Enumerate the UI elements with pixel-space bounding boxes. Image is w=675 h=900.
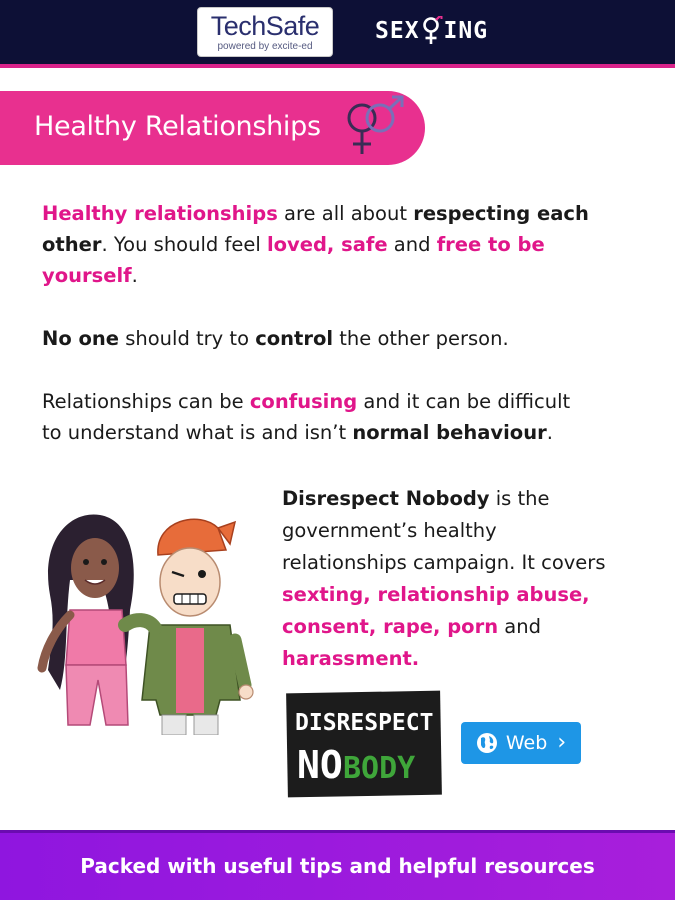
text-run: and bbox=[498, 615, 541, 638]
text-run: . You should feel bbox=[101, 233, 267, 256]
text-run: . bbox=[131, 264, 138, 287]
text-run: and it can be difficult to understand what is and isn’t bbox=[42, 390, 571, 444]
logo-main-text: TechSafe bbox=[210, 11, 320, 41]
chevron-right-icon: › bbox=[557, 730, 567, 755]
text-highlight: confusing bbox=[249, 390, 358, 413]
text-run: the other person. bbox=[333, 327, 509, 350]
text-highlight: loved, safe bbox=[266, 233, 388, 256]
female-symbol-icon bbox=[421, 16, 443, 46]
text-bold: normal behaviour bbox=[352, 421, 547, 444]
text-bold: No one bbox=[42, 327, 120, 350]
dn-logo-body: BODY bbox=[343, 751, 416, 786]
globe-icon bbox=[476, 732, 498, 754]
web-button[interactable] bbox=[461, 722, 581, 764]
app-title-pre: SEX bbox=[375, 18, 420, 44]
text-run: and bbox=[387, 233, 437, 256]
web-button-label: Web bbox=[505, 732, 548, 754]
text-run: is the government’s healthy relationships campaign. It covers bbox=[282, 487, 606, 574]
footer-text: Packed with useful tips and helpful resources bbox=[80, 854, 595, 878]
control-paragraph bbox=[42, 323, 642, 354]
text-bold: respecting each other bbox=[42, 202, 589, 256]
gender-symbols-icon bbox=[340, 94, 410, 160]
text-run: . bbox=[546, 421, 553, 444]
logo-sub-text: powered by excite-ed bbox=[217, 41, 313, 52]
text-run: should try to bbox=[119, 327, 256, 350]
disrespect-nobody-logo bbox=[285, 690, 443, 798]
section-title: Healthy Relationships bbox=[34, 111, 321, 142]
text-bold: Disrespect Nobody bbox=[282, 487, 490, 510]
intro-paragraph bbox=[42, 198, 642, 291]
couple-illustration bbox=[30, 500, 260, 735]
text-highlight: free to be yourself bbox=[42, 233, 545, 287]
text-run: Relationships can be bbox=[42, 390, 250, 413]
app-title bbox=[375, 13, 488, 49]
techsafe-logo bbox=[197, 7, 333, 57]
dn-logo-no: NO bbox=[297, 743, 343, 787]
text-bold: control bbox=[255, 327, 334, 350]
confusing-paragraph bbox=[42, 386, 582, 448]
promo-footer bbox=[0, 830, 675, 900]
app-header bbox=[0, 0, 675, 64]
text-highlight: harassment. bbox=[282, 647, 420, 670]
dn-logo-line1: DISRESPECT bbox=[295, 710, 434, 736]
text-highlight: sexting, relationship abuse, consent, rape, porn bbox=[282, 583, 590, 638]
app-title-post: ING bbox=[443, 18, 489, 44]
header-accent-line bbox=[0, 64, 675, 68]
campaign-paragraph bbox=[282, 483, 612, 675]
text-run: are all about bbox=[277, 202, 414, 225]
text-highlight: Healthy relationships bbox=[42, 202, 278, 225]
